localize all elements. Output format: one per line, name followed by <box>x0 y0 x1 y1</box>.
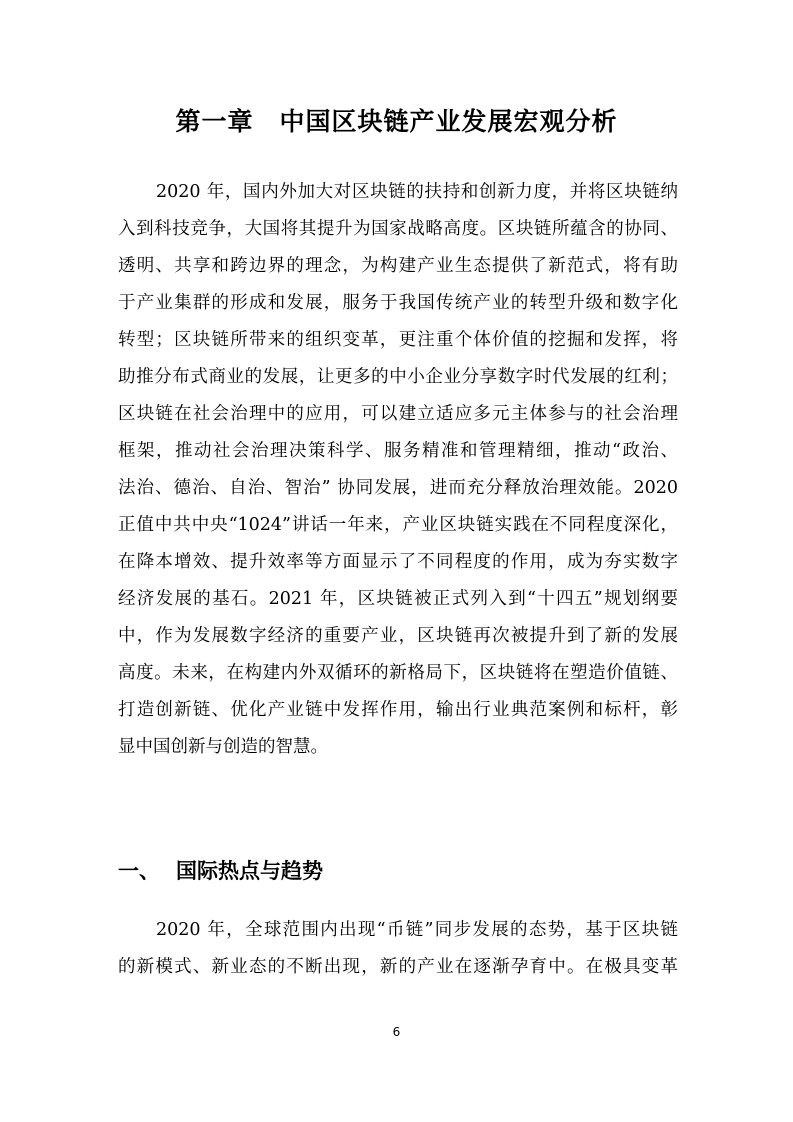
paragraph-line: 助推分布式商业的发展，让更多的中小企业分享数字时代发展的红利； <box>118 367 678 387</box>
paragraph-line: 于产业集群的形成和发展，服务于我国传统产业的转型升级和数字化 <box>118 293 678 313</box>
page-number: 6 <box>392 1025 401 1039</box>
paragraph-line: 经济发展的基石。2021 年，区块链被正式列入到“十四五”规划纲要 <box>118 589 678 609</box>
paragraph-line: 在降本增效、提升效率等方面显示了不同程度的作用，成为夯实数字 <box>118 552 678 572</box>
chapter-title: 第一章 中国区块链产业发展宏观分析 <box>175 107 618 136</box>
paragraph-line: 打造创新链、优化产业链中发挥作用，输出行业典范案例和标杆，彰 <box>118 700 678 720</box>
section-number: 一、 <box>118 859 160 883</box>
body-paragraph-2 <box>118 912 678 986</box>
paragraph-line: 中，作为发展数字经济的重要产业，区块链再次被提升到了新的发展 <box>118 626 678 646</box>
body-paragraph-1 <box>118 174 678 766</box>
paragraph-line: 正值中共中央“1024”讲话一年来，产业区块链实践在不同程度深化， <box>118 515 678 535</box>
paragraph-line: 转型；区块链所带来的组织变革，更注重个体价值的挖掘和发挥，将 <box>118 330 678 350</box>
paragraph-line: 透明、共享和跨边界的理念，为构建产业生态提供了新范式，将有助 <box>118 256 678 276</box>
paragraph-line: 的新模式、新业态的不断出现，新的产业在逐渐孕育中。在极具变革 <box>118 957 678 977</box>
paragraph-line: 2020 年，全球范围内出现“币链”同步发展的态势，基于区块链 <box>156 920 678 940</box>
section-heading <box>118 854 323 888</box>
paragraph-line: 框架，推动社会治理决策科学、服务精准和管理精细，推动“政治、 <box>118 441 678 461</box>
paragraph-line: 2020 年，国内外加大对区块链的扶持和创新力度，并将区块链纳 <box>156 182 678 202</box>
paragraph-line: 区块链在社会治理中的应用，可以建立适应多元主体参与的社会治理 <box>118 404 678 424</box>
paragraph-line: 高度。未来，在构建内外双循环的新格局下，区块链将在塑造价值链、 <box>118 663 678 683</box>
paragraph-line: 法治、德治、自治、智治” 协同发展，进而充分释放治理效能。2020 <box>118 478 678 498</box>
section-title: 国际热点与趋势 <box>176 859 323 883</box>
paragraph-line: 入到科技竞争，大国将其提升为国家战略高度。区块链所蕴含的协同、 <box>118 219 678 239</box>
paragraph-line: 显中国创新与创造的智慧。 <box>118 737 328 757</box>
